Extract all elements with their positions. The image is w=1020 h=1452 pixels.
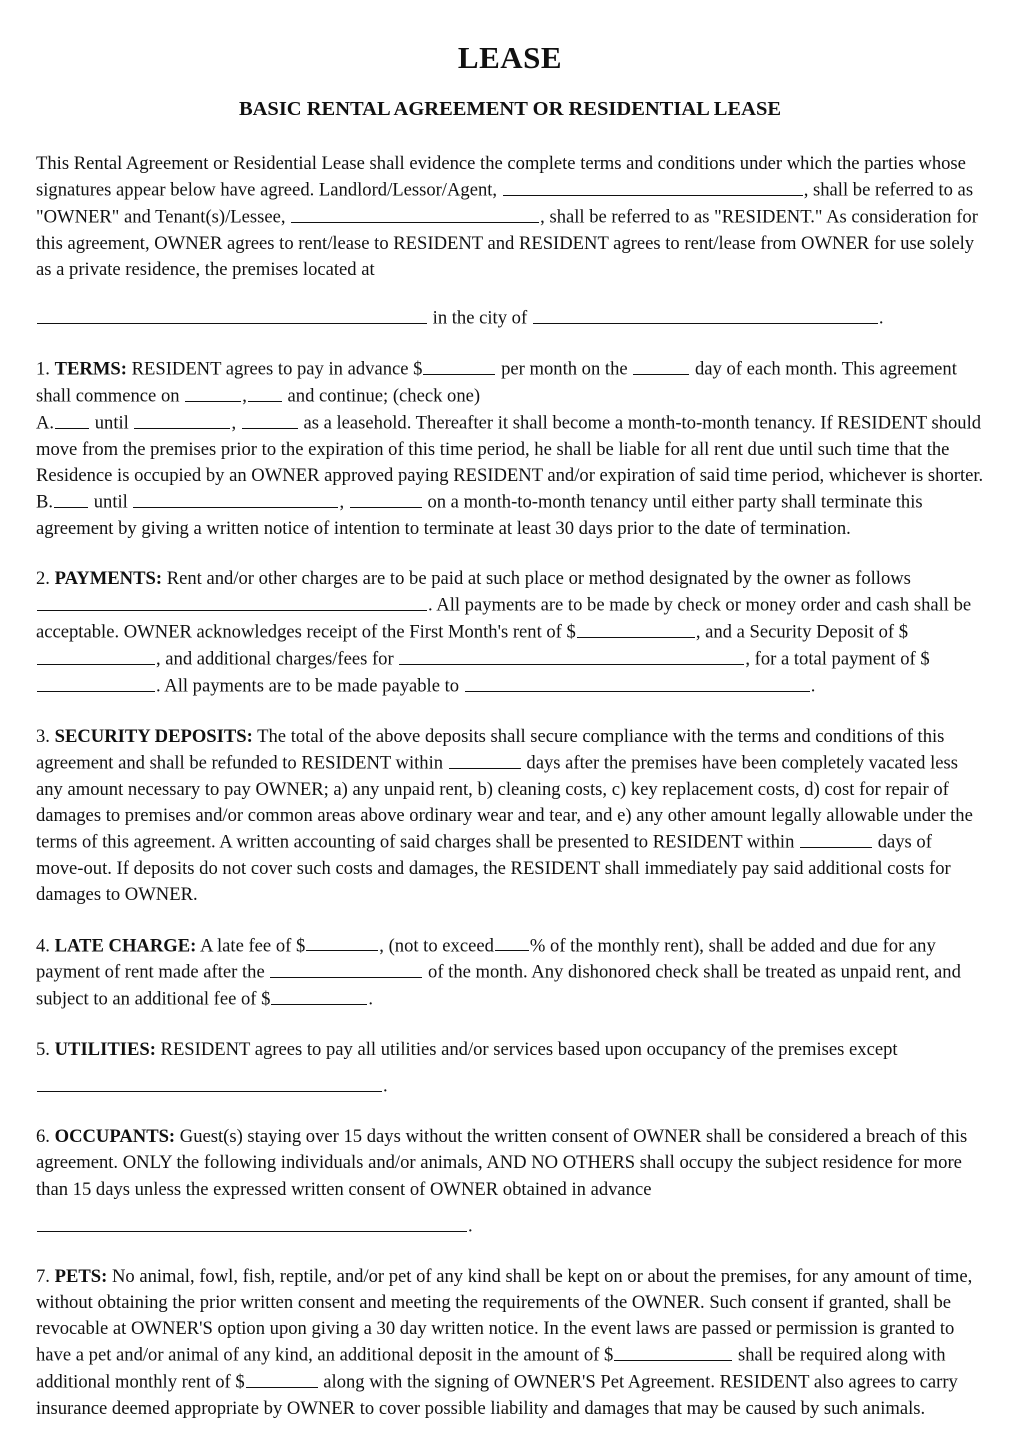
payments-text-6: . All payments are to be made payable to: [156, 675, 460, 697]
page-title: LEASE: [457, 40, 563, 75]
payment-place-field[interactable]: [37, 592, 427, 611]
intro-paragraph: [36, 151, 984, 332]
section-number-2: 2.: [36, 568, 50, 590]
payments-body: [36, 566, 984, 592]
terms-option-b: [36, 489, 984, 542]
utilities-exception-line: [36, 1073, 984, 1100]
terms-option-b-text-2: ,: [339, 491, 345, 513]
section-pets: [36, 1264, 984, 1423]
section-number-1: 1.: [36, 358, 50, 380]
section-number-5: 5.: [36, 1039, 50, 1061]
late-text-3: % of the monthly rent), shall be added and due for any payment of rent made after the: [36, 935, 936, 984]
terms-text-5: and continue; (check one): [287, 385, 481, 407]
terms-option-b-letter: B.: [36, 491, 54, 513]
occupants-body: [36, 1124, 984, 1203]
section-number-6: 6.: [36, 1126, 50, 1148]
page-subtitle: BASIC RENTAL AGREEMENT OR RESIDENTIAL LEASE: [238, 98, 782, 120]
payments-text-5: , for a total payment of $: [745, 648, 930, 670]
late-fee-percent-field[interactable]: [495, 933, 529, 952]
section-number-4: 4.: [36, 935, 50, 957]
occupants-list-line: [36, 1213, 984, 1240]
occupants-text-1: Guest(s) staying over 15 days without the written consent of OWNER shall be considered a breach of this agreement. ONLY the following individuals and/or animals, AND NO OTHERS shall occupy the subject residence for more than 15 days unless the expressed written consent of OWNER obtained in advance: [36, 1126, 968, 1200]
section-heading-security-deposits: SECURITY DEPOSITS:: [54, 725, 253, 747]
pets-body: [36, 1264, 984, 1423]
pet-deposit-field[interactable]: [614, 1342, 732, 1361]
monthly-rent-field[interactable]: [423, 356, 495, 375]
terms-option-a-text-1: until: [94, 412, 129, 434]
payments-text-1: Rent and/or other charges are to be paid at such place or method designated by the owner as follows: [166, 568, 911, 590]
total-payment-field[interactable]: [37, 673, 155, 692]
leasehold-end-date-field[interactable]: [134, 410, 230, 429]
payments-body-2: [36, 592, 984, 699]
section-terms: [36, 356, 984, 542]
terms-option-b-checkbox[interactable]: [54, 489, 88, 508]
intro-text-3: , shall be referred to as "RESIDENT." As consideration for this agreement, OWNER agrees to rent/lease to RESIDENT and RESIDENT agrees to rent/lease from OWNER for use solely as a private residence, the premises located at: [36, 206, 978, 281]
terms-text-4: ,: [242, 385, 247, 407]
section-heading-terms: TERMS:: [54, 358, 127, 380]
intro-text: [36, 151, 984, 283]
additional-charges-field[interactable]: [399, 646, 744, 665]
refund-days-field[interactable]: [449, 750, 521, 769]
month-to-month-year-field[interactable]: [350, 489, 422, 508]
section-heading-late-charge: LATE CHARGE:: [54, 935, 197, 957]
intro-text-5: .: [878, 307, 884, 329]
late-after-day-field[interactable]: [270, 959, 422, 978]
utilities-text-1: RESIDENT agrees to pay all utilities and/or services based upon occupancy of the premises except: [160, 1039, 898, 1061]
late-fee-field[interactable]: [306, 933, 378, 952]
security-deposit-field[interactable]: [37, 646, 155, 665]
utilities-text-2: .: [383, 1076, 388, 1098]
late-text-2: , (not to exceed: [379, 935, 494, 957]
section-number-3: 3.: [36, 725, 50, 747]
pets-text-1: No animal, fowl, fish, reptile, and/or pet of any kind shall be kept on or about the premises, for any amount of time, without obtaining the prior written consent and meeting the requirements of the OWNER. Such consent if granted, shall be revocable at OWNER'S option upon giving a 30 day written notice. In the event laws are passed or permission is granted to have a pet and/or animal of any kind, an additional deposit in the amount of $: [36, 1265, 973, 1366]
payments-text-7: .: [810, 675, 816, 697]
month-to-month-start-date-field[interactable]: [133, 489, 338, 508]
terms-text-1: RESIDENT agrees to pay in advance $: [131, 358, 423, 380]
first-month-rent-field[interactable]: [577, 619, 695, 638]
premises-address-field[interactable]: [37, 305, 427, 324]
section-number-7: 7.: [36, 1265, 50, 1287]
intro-text-2: , shall be referred to as "OWNER" and Tenant(s)/Lessee,: [36, 179, 974, 228]
utilities-spacer: [36, 1063, 984, 1073]
utilities-body: [36, 1037, 984, 1063]
accounting-days-field[interactable]: [800, 829, 872, 848]
terms-text-3: day of each month. This agreement shall commence on: [36, 358, 957, 407]
section-utilities: [36, 1037, 984, 1100]
intro-text-1: This Rental Agreement or Residential Lease shall evidence the complete terms and conditions under which the parties whose signatures appear below have agreed. Landlord/Lessor/Agent,: [36, 153, 966, 201]
commence-year-field[interactable]: [248, 383, 282, 402]
payments-text-3: , and a Security Deposit of $: [695, 621, 909, 643]
late-text-4: of the month. Any dishonored check shall be treated as unpaid rent, and subject to an additional fee of $: [36, 962, 961, 1010]
premises-location-line: [36, 305, 984, 332]
section-heading-occupants: OCCUPANTS:: [54, 1126, 176, 1148]
section-occupants: [36, 1124, 984, 1239]
dishonored-check-fee-field[interactable]: [271, 986, 367, 1005]
security-deposits-body: [36, 724, 984, 909]
city-field[interactable]: [533, 305, 878, 324]
commence-date-field[interactable]: [185, 383, 241, 402]
payments-text-2: . All payments are to be made by check or money order and cash shall be acceptable. OWNER acknowledges receipt of the First Month's rent of $: [36, 595, 972, 643]
late-charge-body: [36, 933, 984, 1014]
security-text-2: days after the premises have been completely vacated less any amount necessary to pay OWNER; a) any unpaid rent, b) cleaning costs, c) key replacement costs, d) cost for repair of damages to premises and/or common areas above ordinary wear and tear, and e) any other amount legally allowable under the terms of this agreement. A written accounting of said charges shall be presented to RESIDENT within: [36, 752, 973, 853]
occupants-spacer: [36, 1203, 984, 1213]
payments-text-4: , and additional charges/fees for: [156, 648, 394, 670]
terms-option-a-letter: A.: [36, 412, 55, 434]
section-security-deposits: [36, 724, 984, 909]
section-heading-payments: PAYMENTS:: [54, 568, 163, 590]
late-text-1: A late fee of $: [199, 935, 306, 957]
section-late-charge: [36, 933, 984, 1014]
terms-option-a-text-2: ,: [231, 412, 237, 434]
terms-option-b-text-1: until: [93, 491, 128, 513]
utilities-exception-field[interactable]: [37, 1073, 382, 1092]
tenant-name-field[interactable]: [291, 204, 539, 223]
section-heading-utilities: UTILITIES:: [54, 1039, 156, 1061]
terms-text-2: per month on the: [501, 358, 628, 380]
terms-option-b-text-3: on a month-to-month tenancy until either party shall terminate this agreement by giving a written notice of intention to terminate at least 30 days prior to the date of termination.: [36, 491, 923, 540]
payable-to-field[interactable]: [465, 673, 810, 692]
section-heading-pets: PETS:: [54, 1265, 108, 1287]
pets-text-2: shall be required along with additional monthly rent of $: [36, 1344, 946, 1393]
occupants-list-field[interactable]: [37, 1213, 467, 1232]
rent-due-day-field[interactable]: [633, 356, 689, 375]
leasehold-end-year-field[interactable]: [242, 410, 298, 429]
pets-text-3: along with the signing of OWNER'S Pet Agreement. RESIDENT also agrees to carry insurance deemed appropriate by OWNER to cover possible liability and damages that may be caused by such animals.: [36, 1371, 958, 1420]
pet-monthly-rent-field[interactable]: [246, 1369, 318, 1388]
terms-option-a: [36, 410, 984, 489]
late-text-5: .: [368, 988, 374, 1010]
terms-body: [36, 356, 984, 410]
terms-option-a-checkbox[interactable]: [55, 410, 89, 429]
security-text-1: The total of the above deposits shall secure compliance with the terms and conditions of this agreement and shall be refunded to RESIDENT within: [36, 725, 945, 774]
intro-text-4: in the city of: [432, 307, 528, 329]
section-payments: [36, 566, 984, 700]
owner-name-field[interactable]: [503, 177, 803, 196]
terms-option-a-text-3: as a leasehold. Thereafter it shall become a month-to-month tenancy. If RESIDENT should move from the premises prior to the expiration of this time period, he shall be liable for all rent due until such time that the Residence is occupied by an OWNER approved paying RESIDENT and/or expiration of said time period, whichever is shorter.: [36, 412, 984, 486]
occupants-text-2: .: [468, 1215, 473, 1237]
security-text-3: days of move-out. If deposits do not cover such costs and damages, the RESIDENT shall immediately pay said additional costs for damages to OWNER.: [36, 832, 951, 906]
